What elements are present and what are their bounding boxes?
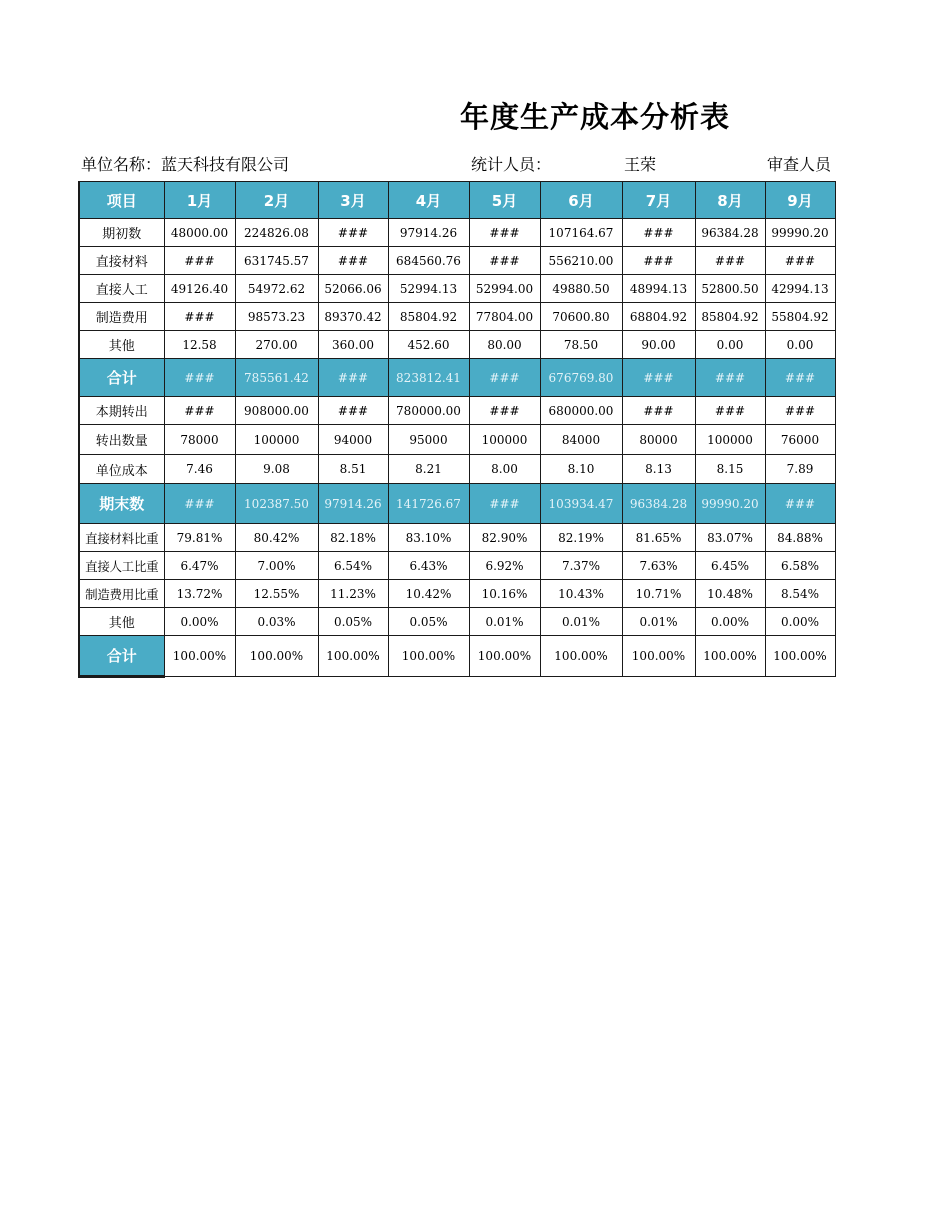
- table-cell[interactable]: 7.89: [765, 455, 835, 484]
- table-cell[interactable]: 7.63%: [622, 552, 695, 580]
- table-cell[interactable]: 0.01%: [540, 608, 622, 636]
- header-cell-month[interactable]: 5月: [469, 182, 540, 219]
- table-cell[interactable]: 96384.28: [622, 484, 695, 524]
- table-cell[interactable]: 84.88%: [765, 524, 835, 552]
- table-cell[interactable]: 49880.50: [540, 275, 622, 303]
- table-cell[interactable]: 0.05%: [388, 608, 469, 636]
- table-cell[interactable]: 107164.67: [540, 219, 622, 247]
- table-cell[interactable]: 98573.23: [235, 303, 318, 331]
- table-cell[interactable]: 0.03%: [235, 608, 318, 636]
- header-cell-month[interactable]: 4月: [388, 182, 469, 219]
- table-cell[interactable]: 11.23%: [318, 580, 388, 608]
- table-row: [79, 580, 835, 608]
- table-row: [79, 359, 835, 397]
- row-label[interactable]: 合计: [79, 359, 164, 397]
- table-cell[interactable]: ###: [622, 247, 695, 275]
- header-row: [79, 182, 835, 219]
- table-cell[interactable]: ###: [164, 397, 235, 425]
- table-cell[interactable]: ###: [469, 219, 540, 247]
- table-cell[interactable]: 80.42%: [235, 524, 318, 552]
- table-row: [79, 455, 835, 484]
- table-cell[interactable]: 6.47%: [164, 552, 235, 580]
- header-cell-month[interactable]: 7月: [622, 182, 695, 219]
- table-cell[interactable]: 68804.92: [622, 303, 695, 331]
- table-cell[interactable]: 77804.00: [469, 303, 540, 331]
- table-cell[interactable]: 78000: [164, 425, 235, 455]
- table-cell[interactable]: 8.21: [388, 455, 469, 484]
- table-cell[interactable]: 100000: [695, 425, 765, 455]
- table-cell[interactable]: 10.16%: [469, 580, 540, 608]
- table-cell[interactable]: 52994.13: [388, 275, 469, 303]
- header-cell-month[interactable]: 1月: [164, 182, 235, 219]
- table-cell[interactable]: ###: [164, 484, 235, 524]
- table-cell[interactable]: 7.00%: [235, 552, 318, 580]
- table-cell[interactable]: ###: [695, 247, 765, 275]
- cost-analysis-table: [78, 181, 836, 678]
- table-cell[interactable]: 42994.13: [765, 275, 835, 303]
- table-cell[interactable]: 82.19%: [540, 524, 622, 552]
- table-cell[interactable]: 80000: [622, 425, 695, 455]
- table-cell[interactable]: 0.00%: [164, 608, 235, 636]
- table-cell[interactable]: ###: [695, 397, 765, 425]
- table-cell[interactable]: ###: [318, 247, 388, 275]
- table-row: [79, 484, 835, 524]
- table-cell[interactable]: 6.54%: [318, 552, 388, 580]
- table-cell[interactable]: 100000: [235, 425, 318, 455]
- table-row: [79, 397, 835, 425]
- table-row: [79, 524, 835, 552]
- table-cell[interactable]: 100.00%: [695, 636, 765, 677]
- table-cell[interactable]: 684560.76: [388, 247, 469, 275]
- table-cell[interactable]: ###: [469, 484, 540, 524]
- row-label[interactable]: 转出数量: [79, 425, 164, 455]
- table-cell[interactable]: 96384.28: [695, 219, 765, 247]
- table-cell[interactable]: ###: [318, 397, 388, 425]
- table-cell[interactable]: ###: [765, 247, 835, 275]
- table-cell[interactable]: 0.00: [765, 331, 835, 359]
- table-cell[interactable]: 780000.00: [388, 397, 469, 425]
- table-cell[interactable]: 0.00%: [765, 608, 835, 636]
- table-cell[interactable]: 6.58%: [765, 552, 835, 580]
- table-cell[interactable]: ###: [318, 359, 388, 397]
- table-cell[interactable]: 8.00: [469, 455, 540, 484]
- table-cell[interactable]: 100.00%: [622, 636, 695, 677]
- table-cell[interactable]: ###: [765, 359, 835, 397]
- table-row: [79, 636, 835, 677]
- table-cell[interactable]: 7.46: [164, 455, 235, 484]
- row-label[interactable]: 直接人工: [79, 275, 164, 303]
- table-cell[interactable]: 52066.06: [318, 275, 388, 303]
- table-cell[interactable]: 103934.47: [540, 484, 622, 524]
- table-cell[interactable]: ###: [469, 397, 540, 425]
- row-label[interactable]: 制造费用: [79, 303, 164, 331]
- table-cell[interactable]: 10.71%: [622, 580, 695, 608]
- table-row: [79, 331, 835, 359]
- table-cell[interactable]: 94000: [318, 425, 388, 455]
- table-cell[interactable]: ###: [469, 247, 540, 275]
- table-cell[interactable]: 99990.20: [765, 219, 835, 247]
- review-label: 审查人员: [767, 155, 832, 174]
- table-cell[interactable]: 100.00%: [388, 636, 469, 677]
- header-cell-month[interactable]: 8月: [695, 182, 765, 219]
- table-cell[interactable]: 908000.00: [235, 397, 318, 425]
- table-cell[interactable]: ###: [622, 359, 695, 397]
- row-label[interactable]: 期初数: [79, 219, 164, 247]
- table-row: [79, 247, 835, 275]
- table-cell[interactable]: 100.00%: [164, 636, 235, 677]
- table-cell[interactable]: 70600.80: [540, 303, 622, 331]
- table-cell[interactable]: ###: [318, 219, 388, 247]
- table-cell[interactable]: 90.00: [622, 331, 695, 359]
- table-cell[interactable]: 0.05%: [318, 608, 388, 636]
- table-cell[interactable]: 100.00%: [235, 636, 318, 677]
- table-cell[interactable]: 49126.40: [164, 275, 235, 303]
- row-label[interactable]: 本期转出: [79, 397, 164, 425]
- table-cell[interactable]: 10.48%: [695, 580, 765, 608]
- table-cell[interactable]: ###: [622, 219, 695, 247]
- row-label[interactable]: 合计: [79, 636, 164, 677]
- row-label[interactable]: 直接人工比重: [79, 552, 164, 580]
- table-cell[interactable]: 79.81%: [164, 524, 235, 552]
- table-cell[interactable]: 97914.26: [388, 219, 469, 247]
- table-cell[interactable]: 82.90%: [469, 524, 540, 552]
- table-cell[interactable]: 48000.00: [164, 219, 235, 247]
- row-label[interactable]: 其他: [79, 608, 164, 636]
- table-row: [79, 425, 835, 455]
- table-cell[interactable]: 9.08: [235, 455, 318, 484]
- table-cell[interactable]: 80.00: [469, 331, 540, 359]
- row-label[interactable]: 期末数: [79, 484, 164, 524]
- table-cell[interactable]: 52994.00: [469, 275, 540, 303]
- table-cell[interactable]: 676769.80: [540, 359, 622, 397]
- table-cell[interactable]: 452.60: [388, 331, 469, 359]
- table-cell[interactable]: 89370.42: [318, 303, 388, 331]
- table-cell[interactable]: 6.92%: [469, 552, 540, 580]
- table-cell[interactable]: 82.18%: [318, 524, 388, 552]
- table-cell[interactable]: 55804.92: [765, 303, 835, 331]
- row-label[interactable]: 制造费用比重: [79, 580, 164, 608]
- table-cell[interactable]: ###: [164, 247, 235, 275]
- table-cell[interactable]: 83.07%: [695, 524, 765, 552]
- table-cell[interactable]: 556210.00: [540, 247, 622, 275]
- table-cell[interactable]: 99990.20: [695, 484, 765, 524]
- table-cell[interactable]: ###: [164, 359, 235, 397]
- table-cell[interactable]: 8.54%: [765, 580, 835, 608]
- table-cell[interactable]: 8.10: [540, 455, 622, 484]
- table-cell[interactable]: 85804.92: [388, 303, 469, 331]
- table-cell[interactable]: 100.00%: [469, 636, 540, 677]
- table-cell[interactable]: 0.01%: [469, 608, 540, 636]
- table-cell[interactable]: 141726.67: [388, 484, 469, 524]
- unit-name: 单位名称：蓝天科技有限公司: [81, 155, 290, 174]
- table-cell[interactable]: 0.01%: [622, 608, 695, 636]
- table-cell[interactable]: ###: [765, 484, 835, 524]
- table-cell[interactable]: ###: [765, 397, 835, 425]
- table-cell[interactable]: 0.00: [695, 331, 765, 359]
- table-cell[interactable]: ###: [164, 303, 235, 331]
- table-cell[interactable]: 52800.50: [695, 275, 765, 303]
- table-cell[interactable]: 85804.92: [695, 303, 765, 331]
- table-cell[interactable]: 631745.57: [235, 247, 318, 275]
- table-cell[interactable]: 83.10%: [388, 524, 469, 552]
- table-cell[interactable]: 823812.41: [388, 359, 469, 397]
- table-cell[interactable]: 13.72%: [164, 580, 235, 608]
- table-row: [79, 303, 835, 331]
- stat-name: 王荣: [624, 155, 657, 174]
- header-cell-month[interactable]: 2月: [235, 182, 318, 219]
- table-row: [79, 219, 835, 247]
- table-cell[interactable]: 0.00%: [695, 608, 765, 636]
- table-cell[interactable]: 97914.26: [318, 484, 388, 524]
- table-cell[interactable]: 100.00%: [540, 636, 622, 677]
- table-cell[interactable]: 100.00%: [318, 636, 388, 677]
- table-cell[interactable]: 12.55%: [235, 580, 318, 608]
- table-row: [79, 608, 835, 636]
- table-cell[interactable]: 270.00: [235, 331, 318, 359]
- table-cell[interactable]: 360.00: [318, 331, 388, 359]
- table-cell[interactable]: ###: [622, 397, 695, 425]
- table-cell[interactable]: 10.43%: [540, 580, 622, 608]
- table-cell[interactable]: 680000.00: [540, 397, 622, 425]
- row-label[interactable]: 直接材料比重: [79, 524, 164, 552]
- table-cell[interactable]: 102387.50: [235, 484, 318, 524]
- table-cell[interactable]: 95000: [388, 425, 469, 455]
- header-cell-month[interactable]: 6月: [540, 182, 622, 219]
- stat-label: 统计人员：: [471, 155, 552, 174]
- table-cell[interactable]: 8.51: [318, 455, 388, 484]
- table-cell[interactable]: ###: [469, 359, 540, 397]
- table-row: [79, 552, 835, 580]
- table-cell[interactable]: 100000: [469, 425, 540, 455]
- table-cell[interactable]: 785561.42: [235, 359, 318, 397]
- table-cell[interactable]: 12.58: [164, 331, 235, 359]
- sheet-title: 年度生产成本分析表: [460, 100, 731, 134]
- table-cell[interactable]: ###: [695, 359, 765, 397]
- row-label[interactable]: 单位成本: [79, 455, 164, 484]
- table-cell[interactable]: 224826.08: [235, 219, 318, 247]
- table-cell[interactable]: 6.45%: [695, 552, 765, 580]
- table-cell[interactable]: 7.37%: [540, 552, 622, 580]
- row-label[interactable]: 直接材料: [79, 247, 164, 275]
- header-cell-item[interactable]: 项目: [79, 182, 164, 219]
- table-cell[interactable]: 78.50: [540, 331, 622, 359]
- table-cell[interactable]: 8.15: [695, 455, 765, 484]
- header-cell-month[interactable]: 9月: [765, 182, 835, 219]
- table-row: [79, 275, 835, 303]
- table-cell[interactable]: 8.13: [622, 455, 695, 484]
- table-cell[interactable]: 54972.62: [235, 275, 318, 303]
- table-cell[interactable]: 6.43%: [388, 552, 469, 580]
- table-cell[interactable]: 84000: [540, 425, 622, 455]
- table-cell[interactable]: 10.42%: [388, 580, 469, 608]
- header-cell-month[interactable]: 3月: [318, 182, 388, 219]
- table-cell[interactable]: 48994.13: [622, 275, 695, 303]
- table-cell[interactable]: 81.65%: [622, 524, 695, 552]
- table-cell[interactable]: 76000: [765, 425, 835, 455]
- table-cell[interactable]: 100.00%: [765, 636, 835, 677]
- row-label[interactable]: 其他: [79, 331, 164, 359]
